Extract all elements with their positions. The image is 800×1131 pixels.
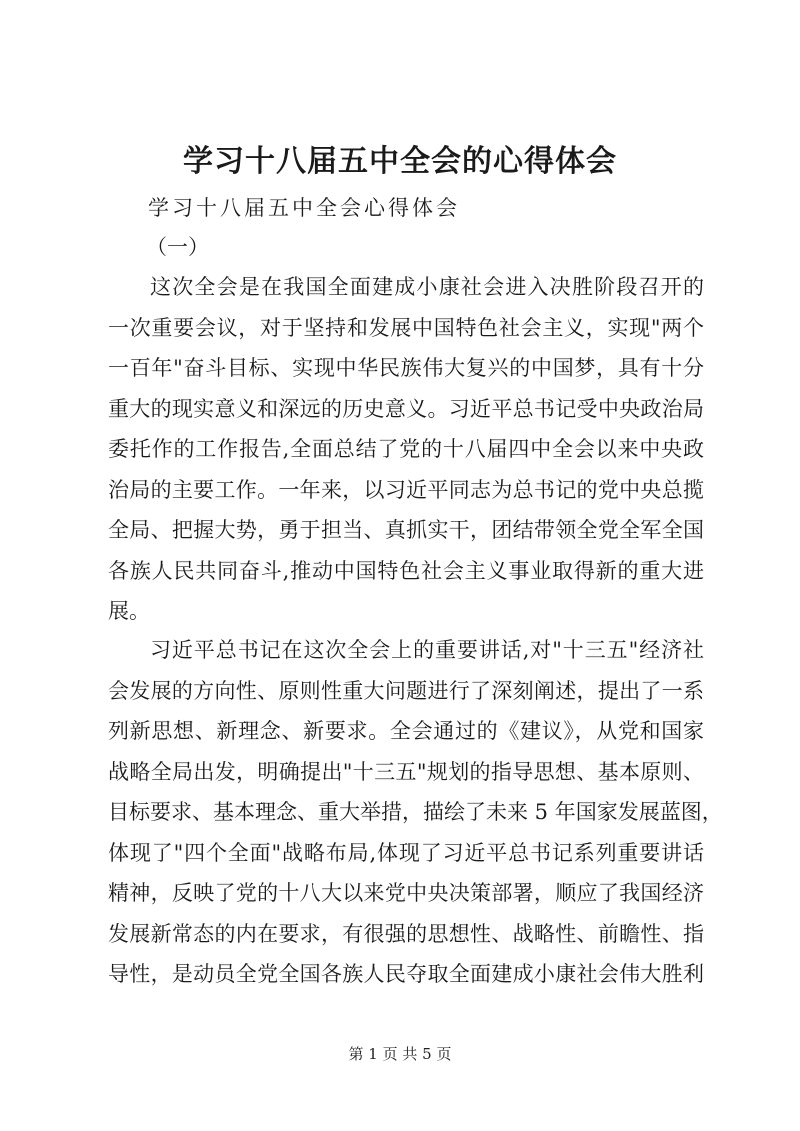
paragraph-line: 发展新常态的内在要求，有很强的思想性、战略性、前瞻性、指 — [108, 921, 704, 946]
section-heading: （一） — [146, 235, 209, 259]
paragraph-line: 重大的现实意义和深远的历史意义。习近平总书记受中央政治局 — [108, 396, 704, 421]
paragraph-line: 列新思想、新理念、新要求。全会通过的《建议》，从党和国家 — [108, 719, 704, 743]
paragraph-line: 一次重要会议，对于坚持和发展中国特色社会主义，实现"两个 — [108, 315, 704, 340]
paragraph-line: 精神，反映了党的十八大以来党中央决策部署，顺应了我国经济 — [108, 881, 704, 905]
paragraph-2 — [108, 630, 723, 995]
paragraph-line: 会发展的方向性、原则性重大问题进行了深刻阐述，提出了一系 — [108, 678, 704, 703]
page-number-footer: 第 1 页 共 5 页 — [348, 1045, 452, 1063]
paragraph-line: 各族人民共同奋斗,推动中国特色社会主义事业取得新的重大进 — [108, 558, 704, 583]
paragraph-line: 全局、把握大势，勇于担当、真抓实干，团结带领全党全军全国 — [108, 518, 704, 542]
paragraph-line: 委托作的工作报告,全面总结了党的十八届四中全会以来中央政 — [108, 437, 704, 461]
paragraph-line: 这次全会是在我国全面建成小康社会进入决胜阶段召开的 — [150, 275, 704, 299]
document-subtitle: 学习十八届五中全会心得体会 — [148, 196, 460, 220]
paragraph-line: 展。 — [108, 599, 150, 623]
paragraph-line: 体现了"四个全面"战略布局,体现了习近平总书记系列重要讲话 — [108, 840, 704, 865]
paragraph-line: 治局的主要工作。一年来，以习近平同志为总书记的党中央总揽 — [108, 477, 704, 502]
paragraph-line: 习近平总书记在这次全会上的重要讲话,对"十三五"经济社 — [150, 638, 704, 662]
paragraph-line: 战略全局出发，明确提出"十三五"规划的指导思想、基本原则、 — [108, 759, 704, 784]
paragraph-line: 目标要求、基本理念、重大举措，描绘了未来 5 年国家发展蓝图， — [108, 800, 723, 824]
document-title: 学习十八届五中全会的心得体会 — [183, 144, 617, 179]
paragraph-line: 导性，是动员全党全国各族人民夺取全面建成小康社会伟大胜利 — [108, 962, 704, 986]
paragraph-1 — [108, 267, 704, 632]
paragraph-line: 一百年"奋斗目标、实现中华民族伟大复兴的中国梦，具有十分 — [108, 356, 704, 380]
